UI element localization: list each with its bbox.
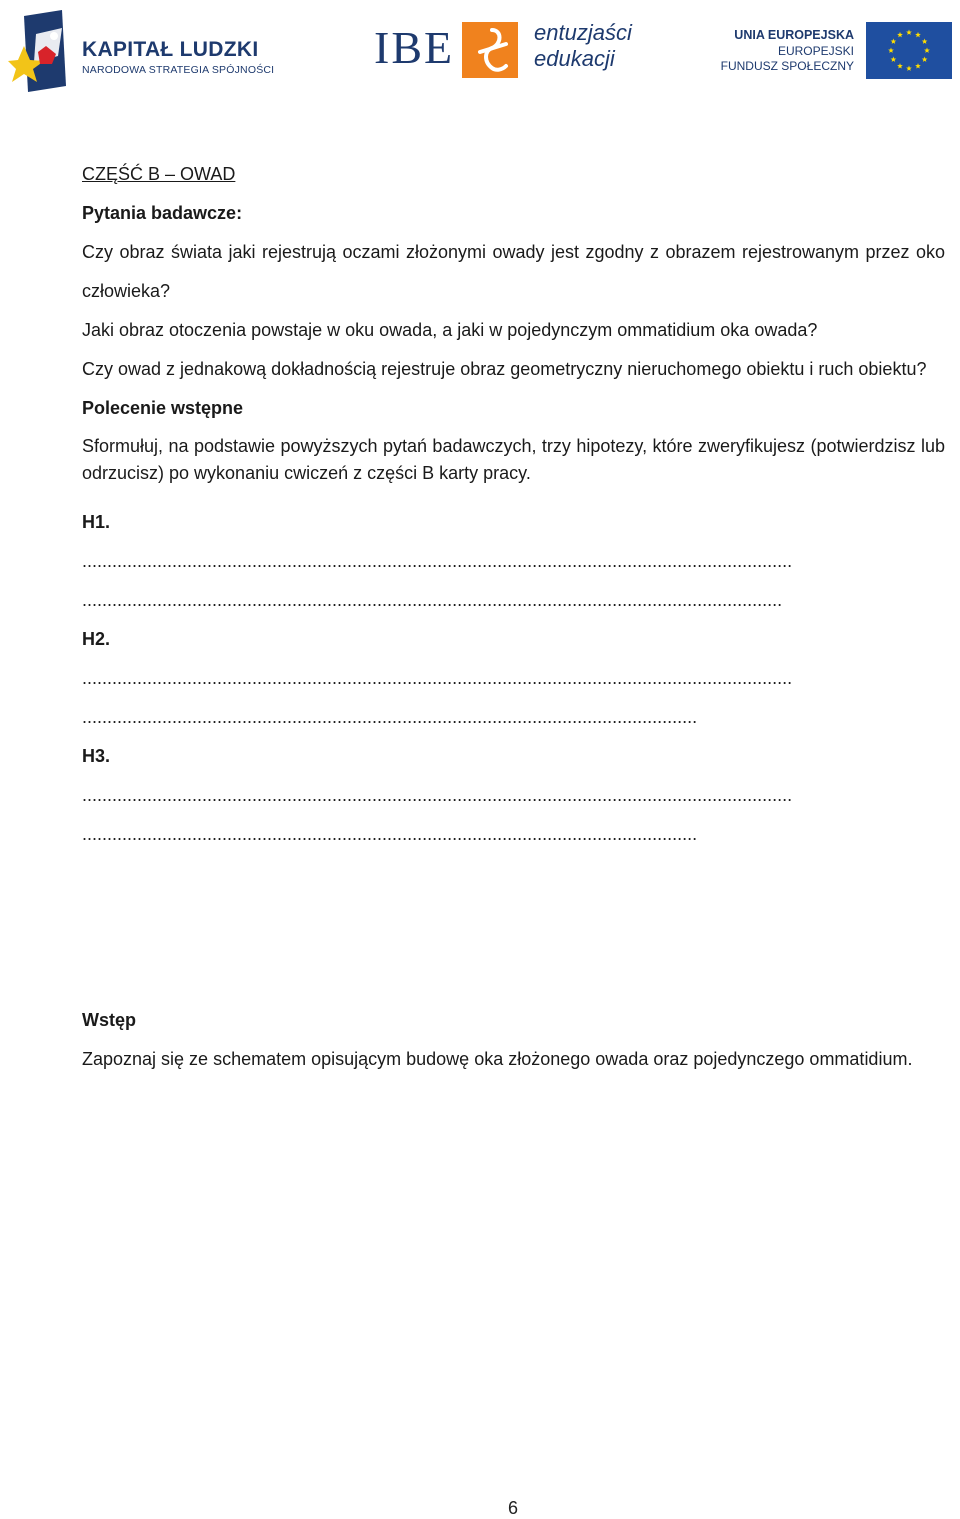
eu-star-icon xyxy=(891,57,897,62)
hypothesis-1-label: H1. xyxy=(82,512,111,532)
eu-star-icon xyxy=(922,57,928,62)
kapital-ludzki-title: KAPITAŁ LUDZKI xyxy=(82,38,259,61)
eu-star-icon xyxy=(922,39,928,44)
research-question-1: Czy obraz świata jaki rejestrują oczami złożonymi owady jest zgodny z obrazem rejestrowanym przez oko człowieka? xyxy=(82,242,945,301)
hypothesis-3-label: H3. xyxy=(82,746,111,766)
hypothesis-2-label: H2. xyxy=(82,629,111,649)
hypothesis-2-line-2[interactable]: ........................................................................................................................... xyxy=(82,707,698,727)
eu-star-icon xyxy=(888,48,894,53)
ibe-logo xyxy=(374,20,644,84)
task-heading: Polecenie wstępne xyxy=(82,398,244,418)
page-header xyxy=(0,0,960,100)
page-number: 6 xyxy=(507,1498,518,1518)
eu-logo xyxy=(720,22,952,82)
kapital-ludzki-logo xyxy=(8,6,278,94)
kapital-ludzki-subtitle: NARODOWA STRATEGIA SPÓJNOŚCI xyxy=(82,64,275,76)
hypothesis-1-line-2[interactable]: ............................................................................................................................................ xyxy=(82,590,783,610)
eu-star-icon xyxy=(924,48,930,53)
ibe-mark: IBE xyxy=(374,22,455,73)
hypothesis-3-line-1[interactable]: .............................................................................................................................................. xyxy=(82,785,793,805)
ibe-tagline-line1: entuzjaści xyxy=(534,20,632,45)
hypothesis-2-line-1[interactable]: .............................................................................................................................................. xyxy=(82,668,793,688)
eu-flag-icon xyxy=(866,22,952,79)
research-question-2: Jaki obraz otoczenia powstaje w oku owada, a jaki w pojedynczym ommatidium oka owada? xyxy=(82,320,818,340)
eu-star-icon xyxy=(906,66,912,71)
eu-star-icon xyxy=(915,63,921,68)
entuzjasci-edukacji-icon xyxy=(462,22,518,78)
task-text: Sformułuj, na podstawie powyższych pytań badawczych, trzy hipotezy, które zweryfikujesz (potwierdzisz lub odrzucisz) po wykonaniu cwiczeń z części B karty pracy. xyxy=(82,436,945,483)
eu-logo-line3: FUNDUSZ SPOŁECZNY xyxy=(720,59,854,73)
intro-heading: Wstęp xyxy=(82,1010,136,1030)
questions-heading: Pytania badawcze: xyxy=(82,203,243,223)
eu-logo-line1: UNIA EUROPEJSKA xyxy=(734,28,854,42)
kapital-ludzki-star-icon xyxy=(8,6,74,94)
hypothesis-3-line-2[interactable]: ........................................................................................................................... xyxy=(82,824,698,844)
eu-star-icon xyxy=(906,30,912,35)
research-question-3: Czy owad z jednakową dokładnością rejestruje obraz geometryczny nieruchomego obiektu i ruch obiektu? xyxy=(82,359,927,379)
eu-logo-line2: EUROPEJSKI xyxy=(777,44,854,58)
eu-star-icon xyxy=(897,63,903,68)
document-body xyxy=(82,155,945,1079)
eu-star-icon xyxy=(891,39,897,44)
eu-star-icon xyxy=(897,32,903,37)
eu-star-icon xyxy=(915,32,921,37)
section-title: CZĘŚĆ B – OWAD xyxy=(82,164,236,184)
intro-text: Zapoznaj się ze schematem opisującym budowę oka złożonego owada oraz pojedynczego ommatidium. xyxy=(82,1049,913,1069)
ibe-tagline-line2: edukacji xyxy=(534,46,615,71)
hypothesis-1-line-1[interactable]: .............................................................................................................................................. xyxy=(82,551,793,571)
